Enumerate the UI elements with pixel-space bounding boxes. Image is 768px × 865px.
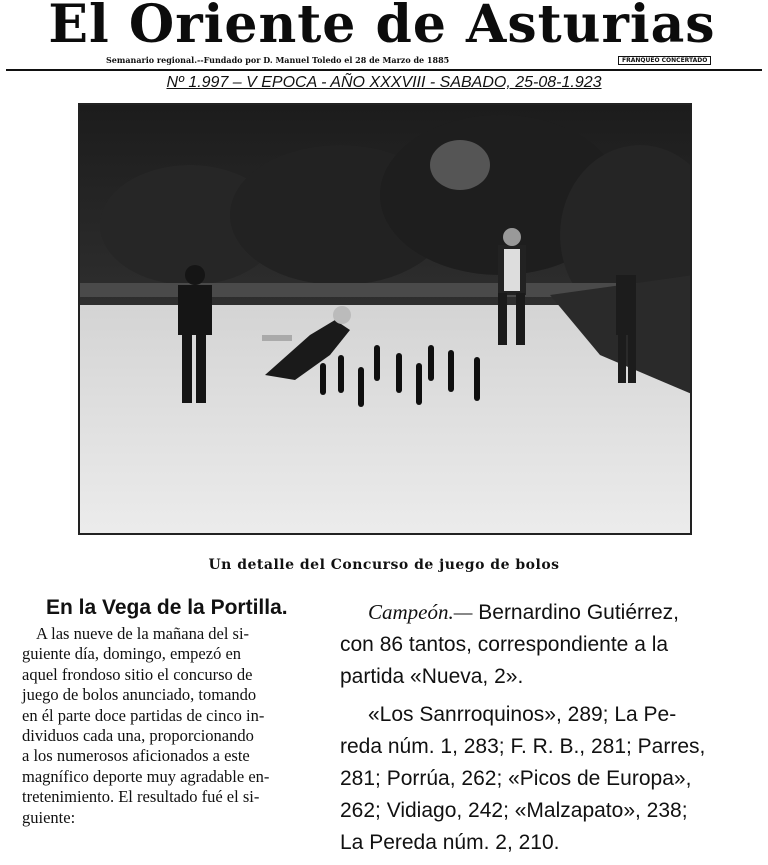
photo-caption: Un detalle del Concurso de juego de bolos [208,557,560,573]
body-line: en él parte doce partidas de cinco in- [22,705,265,725]
masthead [6,0,758,70]
champion-name: Bernardino Gutiérrez, [472,601,680,624]
results-line: «Los Sanrroquinos», 289; La Pe- [368,703,677,726]
body-line: guiente: [22,807,76,827]
results-line: 262; Vidiago, 242; «Malzapato», 238; [340,799,688,822]
masthead-rule [6,69,762,71]
body-line: magnífico deporte muy agradable en- [22,766,270,786]
results-line: partida «Nueva, 2». [340,665,524,688]
results-line: con 86 tantos, correspondiente a la [340,633,669,656]
body-line: guiente día, domingo, empezó en [22,644,242,664]
body-line: tretenimiento. El resultado fué el si- [22,787,260,807]
newspaper-subtitle: Semanario regional.--Fundado por D. Manuel Toledo el 28 de Marzo de 1885 [106,55,450,65]
results-line: 281; Porrúa, 262; «Picos de Europa», [340,767,692,790]
man-far-right [616,275,636,383]
body-line: A las nueve de la mañana del si- [36,624,250,643]
article-right-column [340,596,758,859]
article-left-column [22,596,324,828]
body-line: juego de bolos anunciado, tomando [22,685,257,705]
body-line: a los numerosos aficionados a este [22,746,250,766]
article-body-left [22,624,324,828]
newspaper-title: El Oriente de Asturias [48,0,716,55]
bowling-contest-photo [78,103,692,535]
issue-line: Nº 1.997 – V EPOCA - AÑO XXXVIII - SABADO, 25-08-1.923 [166,74,602,91]
results-line: La Pereda núm. 2, 210. [340,831,560,854]
body-line: aquel frondoso sitio el concurso de [22,664,253,684]
photo-illustration [80,105,692,535]
champion-line [340,596,758,629]
results-line: reda núm. 1, 283; F. R. B., 281; Parres, [340,735,706,758]
postage-stamp-label: FRANQUEO CONCERTADO [618,56,711,65]
article-headline: En la Vega de la Portilla. [46,596,288,619]
champion-label: Campeón.— [368,600,473,624]
body-line: dividuos cada una, proporcionando [22,726,254,746]
